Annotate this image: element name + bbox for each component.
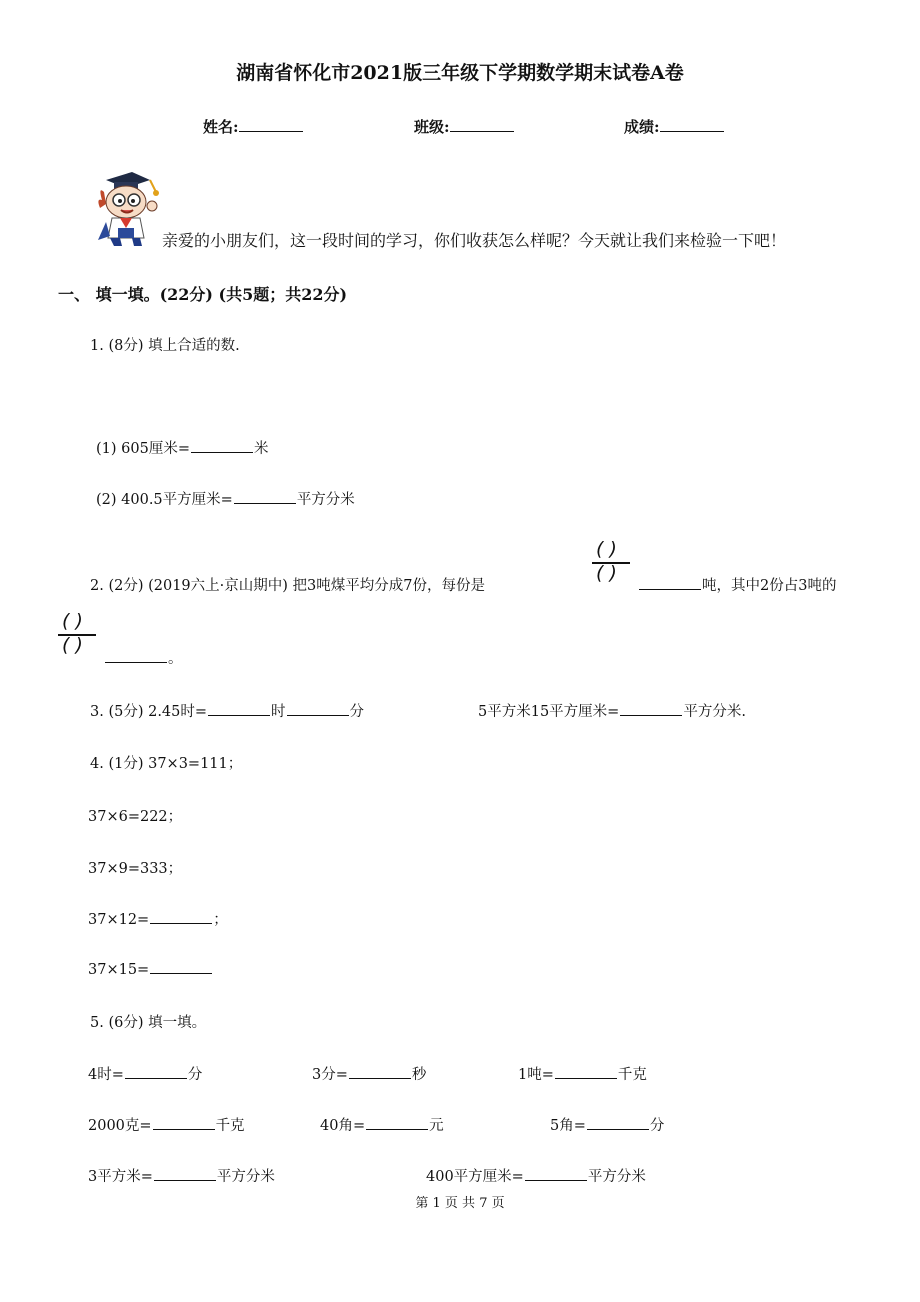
fraction-1-numerator: ( ) bbox=[596, 538, 617, 560]
q5-item-minutes-prefix: 3分= bbox=[312, 1067, 348, 1083]
question-1-part-2 bbox=[96, 488, 355, 509]
q5-item-jiao-unit: 元 bbox=[429, 1118, 444, 1134]
q5-blank[interactable] bbox=[366, 1115, 428, 1130]
q5-blank[interactable] bbox=[153, 1115, 215, 1130]
q5-item-minutes bbox=[312, 1063, 426, 1084]
q3-minute-unit: 分 bbox=[349, 704, 365, 720]
q5-item-square-meters-unit: 平方分米 bbox=[216, 1169, 275, 1185]
q2-text-b: 吨，其中2份占3吨的 bbox=[702, 578, 837, 594]
q5-item-jiao-prefix: 40角= bbox=[320, 1118, 366, 1134]
q5-blank[interactable] bbox=[525, 1166, 587, 1181]
q5-item-square-meters-prefix: 3平方米= bbox=[88, 1169, 153, 1185]
name-field bbox=[203, 115, 303, 137]
question-4-line-3: 37×9=333； bbox=[88, 861, 183, 877]
question-2-text-c bbox=[104, 647, 183, 668]
q3-blank-minute[interactable] bbox=[287, 701, 349, 716]
q5-blank[interactable] bbox=[349, 1064, 411, 1079]
fraction-box-2[interactable] bbox=[56, 610, 98, 662]
score-blank[interactable] bbox=[660, 115, 724, 132]
q5-item-minutes-unit: 秒 bbox=[411, 1067, 427, 1083]
q3-blank-hour[interactable] bbox=[208, 701, 270, 716]
q5-item-hours-prefix: 4时= bbox=[88, 1067, 124, 1083]
q5-item-hours bbox=[88, 1063, 202, 1084]
question-2-text-b bbox=[638, 574, 836, 595]
question-4-head: 4. (1分) 37×3=111； bbox=[90, 756, 243, 772]
score-field bbox=[624, 115, 724, 137]
q2-blank-2[interactable] bbox=[105, 648, 167, 663]
q5-item-tons-prefix: 1吨= bbox=[518, 1067, 554, 1083]
q1-p2-blank[interactable] bbox=[234, 489, 296, 504]
fraction-2-denominator: ( ) bbox=[62, 634, 83, 656]
fraction-2-numerator: ( ) bbox=[62, 610, 83, 632]
fraction-box-1[interactable] bbox=[590, 538, 632, 590]
q5-item-tons-unit: 千克 bbox=[617, 1067, 647, 1083]
q4-blank-2[interactable] bbox=[150, 959, 212, 974]
question-1-head: 1. (8分) 填上合适的数. bbox=[90, 338, 240, 354]
q5-item-square-cm-prefix: 400平方厘米= bbox=[426, 1169, 524, 1185]
q3-prefix: 3. (5分) 2.45时= bbox=[90, 704, 208, 720]
q5-blank[interactable] bbox=[555, 1064, 617, 1079]
q5-item-jiao-fen bbox=[550, 1114, 664, 1135]
question-4-line-4 bbox=[88, 908, 228, 929]
cartoon-doctor-mascot-icon bbox=[92, 170, 164, 246]
greeting-text: 亲爱的小朋友们，这一段时间的学习，你们收获怎么样呢？今天就让我们来检验一下吧！ bbox=[162, 231, 787, 250]
q5-item-grams bbox=[88, 1114, 245, 1135]
q5-item-jiao bbox=[320, 1114, 444, 1135]
q5-item-hours-unit: 分 bbox=[187, 1067, 203, 1083]
q4-l4-suffix: ； bbox=[213, 912, 228, 928]
q5-item-grams-unit: 千克 bbox=[215, 1118, 245, 1134]
q1-p1-unit: 米 bbox=[253, 441, 269, 457]
q1-p2-prefix: (2) 400.5平方厘米= bbox=[96, 492, 233, 508]
q1-p1-prefix: (1) 605厘米= bbox=[96, 441, 190, 457]
section-1-heading: 一、 填一填。(22分) (共5题；共22分) bbox=[58, 285, 348, 304]
question-4-line-2: 37×6=222； bbox=[88, 809, 183, 825]
class-field bbox=[414, 115, 514, 137]
name-label: 姓名: bbox=[203, 118, 239, 136]
class-label: 班级: bbox=[414, 118, 450, 136]
q3-area-unit: 平方分米. bbox=[683, 704, 746, 720]
fraction-1-denominator: ( ) bbox=[596, 562, 617, 584]
q5-item-square-cm bbox=[426, 1165, 646, 1186]
q5-blank[interactable] bbox=[125, 1064, 187, 1079]
q5-item-square-cm-unit: 平方分米 bbox=[587, 1169, 646, 1185]
page-footer: 第 1 页 共 7 页 bbox=[415, 1196, 505, 1211]
page-title: 湖南省怀化市2021版三年级下学期数学期末试卷A卷 bbox=[236, 62, 684, 84]
q2-blank-1[interactable] bbox=[639, 575, 701, 590]
class-blank[interactable] bbox=[450, 115, 514, 132]
q5-item-jiao-fen-prefix: 5角= bbox=[550, 1118, 586, 1134]
q5-item-tons bbox=[518, 1063, 647, 1084]
question-4-line-5 bbox=[88, 959, 213, 978]
question-3-part-2 bbox=[478, 700, 746, 721]
q3-hour-unit: 时 bbox=[271, 704, 286, 720]
q5-item-grams-prefix: 2000克= bbox=[88, 1118, 152, 1134]
question-5-head: 5. (6分) 填一填。 bbox=[90, 1015, 207, 1031]
q1-p2-unit: 平方分米 bbox=[296, 492, 355, 508]
q3-area-prefix: 5平方米15平方厘米= bbox=[478, 704, 620, 720]
q5-item-jiao-fen-unit: 分 bbox=[649, 1118, 665, 1134]
score-label: 成绩: bbox=[624, 118, 660, 136]
q4-l5-prefix: 37×15= bbox=[88, 962, 150, 978]
q2-text-c: 。 bbox=[168, 651, 183, 667]
name-blank[interactable] bbox=[239, 115, 303, 132]
q3-blank-area[interactable] bbox=[620, 701, 682, 716]
q1-p1-blank[interactable] bbox=[191, 438, 253, 453]
question-2-text-a: 2. (2分) (2019六上·京山期中) 把3吨煤平均分成7份，每份是 bbox=[90, 578, 485, 594]
q4-blank-1[interactable] bbox=[150, 909, 212, 924]
q5-blank[interactable] bbox=[587, 1115, 649, 1130]
q5-blank[interactable] bbox=[154, 1166, 216, 1181]
question-3-part-1 bbox=[90, 700, 364, 721]
q5-item-square-meters bbox=[88, 1165, 275, 1186]
question-1-part-1 bbox=[96, 437, 268, 458]
q4-l4-prefix: 37×12= bbox=[88, 912, 150, 928]
